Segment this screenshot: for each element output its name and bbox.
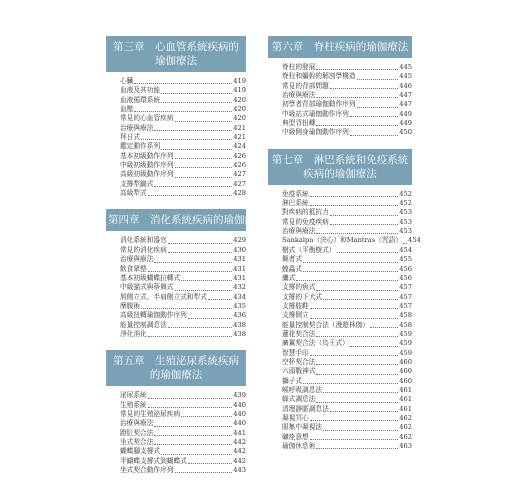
toc-entry [282, 433, 412, 442]
toc-entry [120, 410, 246, 419]
entry-title: 鷹式 [282, 273, 296, 282]
entry-page-number: 432 [233, 283, 246, 292]
dot-leader [175, 177, 233, 178]
entry-page-number: 420 [233, 114, 246, 123]
toc-section [106, 209, 266, 339]
entry-title: 高級扭轉瑜伽動作序列 [120, 311, 187, 320]
toc-entry [282, 110, 412, 119]
entry-page-number: 438 [233, 329, 246, 338]
toc-entry [282, 91, 412, 100]
entry-page-number: 452 [399, 189, 412, 198]
toc-entry [120, 246, 246, 255]
dot-leader [296, 280, 398, 281]
entry-title: 飲食眾整 [120, 264, 147, 273]
entry-page-number: 454 [399, 245, 412, 254]
toc-entry [282, 236, 421, 245]
dot-leader [154, 186, 232, 187]
right-column [268, 36, 421, 451]
toc-entry [282, 423, 412, 432]
entry-title: 治療與療法 [120, 123, 154, 132]
toc-entry [120, 236, 246, 245]
entry-title: 能量控制調息法 [120, 320, 167, 329]
dot-leader [310, 205, 398, 206]
toc-section [106, 36, 246, 198]
chapter-heading [106, 209, 266, 231]
entry-page-number: 441 [233, 428, 246, 437]
dot-leader [148, 271, 232, 272]
toc-entry [282, 339, 412, 348]
toc-entry [282, 395, 412, 404]
entry-page-number: 463 [399, 442, 412, 451]
entry-page-number: 449 [399, 109, 412, 118]
entry-page-number: 429 [233, 236, 246, 245]
entry-page-number: 421 [233, 123, 246, 132]
entry-title: 治療與療法 [120, 255, 154, 264]
toc-entry [282, 330, 412, 339]
entry-title: 坐式契合法 [120, 437, 154, 446]
toc-entry [120, 189, 246, 198]
toc-entry [120, 321, 246, 330]
entry-page-number: 421 [233, 133, 246, 142]
toc-entry [120, 105, 246, 114]
toc-entry [282, 321, 412, 330]
toc-entry [120, 124, 246, 133]
dot-leader [148, 407, 232, 408]
toc-entry [282, 63, 412, 72]
entry-page-number: 459 [399, 348, 412, 357]
toc-entry [120, 419, 246, 428]
dot-leader [350, 346, 398, 347]
entry-page-number: 428 [233, 189, 246, 198]
entry-title: 中級初級動作序列 [120, 161, 174, 170]
entry-page-number: 419 [233, 77, 246, 85]
toc-entry [282, 128, 412, 137]
entry-title: 治療與療法 [282, 227, 316, 236]
dot-leader [316, 374, 398, 375]
toc-entry [282, 302, 412, 311]
toc-entry [120, 265, 246, 274]
dot-leader [141, 308, 232, 309]
toc-entry [282, 358, 412, 367]
toc-entry [282, 283, 412, 292]
dot-leader [350, 135, 398, 136]
dot-leader [310, 355, 398, 356]
entry-page-number: 420 [233, 105, 246, 114]
entry-title: 屑側立式、半肩側立式和犁式 [120, 292, 207, 301]
toc-entry [282, 386, 412, 395]
entry-page-number: 445 [399, 63, 412, 71]
toc-entry [120, 96, 246, 105]
left-column [106, 36, 266, 475]
entry-page-number: 435 [233, 301, 246, 310]
dot-leader [188, 463, 232, 464]
dot-leader [148, 195, 232, 196]
dot-leader [168, 252, 232, 253]
entry-title: 血液循環系統 [120, 95, 161, 104]
toc-entry [120, 438, 246, 447]
entry-title: 治療與療法 [120, 419, 154, 428]
toc-entry [282, 414, 412, 423]
toc-entry [282, 246, 412, 255]
entry-title: 支撐的魚式 [282, 283, 316, 292]
dot-leader [330, 215, 398, 216]
chapter-heading [268, 149, 412, 185]
entry-page-number: 450 [399, 128, 412, 137]
entry-page-number: 426 [233, 161, 246, 170]
dot-leader [303, 262, 398, 263]
entry-page-number: 460 [399, 376, 412, 385]
dot-leader [175, 290, 233, 291]
entry-page-number: 436 [233, 311, 246, 320]
entry-page-number: 431 [233, 264, 246, 273]
dot-leader [357, 107, 399, 108]
entry-page-number: 457 [399, 292, 412, 301]
dot-leader [303, 271, 398, 272]
entry-page-number: 439 [233, 391, 246, 400]
entry-title: 坐式契合動作序列 [120, 466, 174, 474]
entry-page-number: 430 [233, 245, 246, 254]
entry-title: 脊柱的發展 [282, 63, 316, 71]
entry-page-number: 446 [399, 81, 412, 90]
entry-title: 廣翼契合法（烏王式） [282, 339, 349, 348]
entry-page-number: 454 [407, 236, 421, 245]
entry-title: 拜日式 [120, 133, 141, 142]
entry-title: 基本初級動作序列 [120, 151, 174, 160]
toc-entry-list [268, 189, 421, 452]
toc-entry [120, 330, 246, 339]
toc-entry [282, 367, 412, 376]
entry-page-number: 462 [399, 414, 412, 422]
dot-leader [175, 167, 233, 168]
entry-page-number: 440 [233, 419, 246, 428]
entry-title: 常見的背部問題 [282, 81, 329, 90]
dot-leader [175, 472, 233, 473]
toc-entry [282, 255, 412, 264]
toc-section [106, 350, 246, 475]
entry-title: 蓮花契合法 [282, 329, 316, 338]
entry-page-number: 440 [233, 409, 246, 418]
toc-entry [282, 218, 412, 227]
entry-page-number: 458 [399, 311, 412, 320]
entry-title: 支撐肢鞋 [282, 301, 309, 310]
toc-entry [282, 82, 412, 91]
entry-title: 泌尿系統 [120, 391, 147, 400]
chapter-heading [268, 36, 412, 58]
entry-title: 六頭戰神式 [282, 367, 316, 376]
dot-leader [181, 280, 232, 281]
entry-title: 血壓 [120, 105, 134, 114]
dot-leader [161, 102, 232, 103]
entry-page-number: 424 [233, 142, 246, 151]
entry-title: 舞者式 [282, 255, 303, 264]
dot-leader [148, 336, 232, 337]
entry-title: 凝視冥心 [282, 414, 309, 422]
dot-leader [161, 454, 232, 455]
dot-leader [316, 125, 398, 126]
toc-entry [282, 72, 412, 81]
chapter-heading-line: 第七章 淋巴系統和免疫系統 [271, 153, 409, 166]
entry-title: 蝗蟲式 [282, 264, 303, 273]
entry-page-number: 445 [399, 72, 412, 81]
toc-entry [120, 401, 246, 410]
entry-page-number: 457 [399, 283, 412, 292]
entry-title: 中級猫式與蒂舞式 [120, 283, 174, 292]
entry-title: 蝴蝶腳支撐式 [120, 447, 161, 456]
dot-leader [403, 243, 407, 244]
dot-leader [181, 416, 232, 417]
toc-section [268, 36, 412, 138]
toc-entry [282, 405, 412, 414]
entry-title: 治療與療法 [282, 91, 316, 100]
entry-title: 樹式（平衡樹式） [282, 245, 336, 254]
toc-entry [120, 77, 246, 86]
chapter-heading-line: 的瑜伽療法 [149, 369, 203, 382]
entry-page-number: 457 [399, 301, 412, 310]
entry-page-number: 459 [399, 339, 412, 348]
dot-leader [134, 83, 232, 84]
chapter-heading-line: 疾病的瑜伽療法 [303, 167, 377, 180]
entry-page-number: 427 [233, 179, 246, 188]
toc-entry [120, 274, 246, 283]
chapter-heading-line: 第五章 生殖泌尿系統疾病 [113, 355, 239, 368]
entry-title: 脊柱和軀幹的解剖學構造 [282, 72, 356, 81]
toc-entry-list [106, 77, 246, 198]
entry-title: 常見的免疫疾病 [282, 217, 329, 226]
dot-leader [154, 444, 232, 445]
entry-title: 鑑定動作系列 [120, 142, 161, 151]
entry-page-number: 453 [399, 227, 412, 236]
dot-leader [323, 430, 398, 431]
entry-title: 空杯契合法 [282, 357, 316, 366]
entry-title: 血液及其功能 [120, 86, 161, 95]
dot-leader [310, 308, 398, 309]
entry-page-number: 462 [399, 423, 412, 432]
entry-page-number: 443 [233, 466, 246, 474]
entry-title: 眼集中凝視法 [282, 423, 323, 432]
dot-leader [357, 79, 399, 80]
entry-page-number: 461 [399, 395, 412, 404]
dot-leader [370, 327, 398, 328]
dot-leader [310, 318, 398, 319]
dot-leader [350, 116, 398, 117]
dot-leader [310, 420, 398, 421]
entry-title: 摩腹術 [120, 301, 141, 310]
toc-entry [120, 311, 246, 320]
toc-entry [120, 429, 246, 438]
dot-leader [154, 262, 232, 263]
dot-leader [148, 398, 232, 399]
entry-title: 生殖系統 [120, 400, 147, 409]
dot-leader [316, 448, 398, 449]
entry-page-number: 452 [399, 199, 412, 208]
dot-leader [175, 121, 233, 122]
toc-entry [120, 457, 246, 466]
toc-section [268, 149, 421, 452]
chapter-heading-line: 瑜伽療法 [155, 55, 197, 67]
toc-entry [282, 265, 412, 274]
entry-page-number: 460 [399, 367, 412, 376]
entry-title: 獅子式 [282, 376, 303, 385]
dot-leader [154, 435, 232, 436]
entry-page-number: 449 [399, 119, 412, 128]
chapter-heading-line: 第三章 心血管系統疾病的 [113, 41, 239, 53]
dot-leader [337, 252, 399, 253]
dot-leader [168, 243, 232, 244]
entry-title: 基本初級蝴蝶拉轉式 [120, 273, 181, 282]
entry-page-number: 431 [233, 273, 246, 282]
dot-leader [316, 336, 398, 337]
entry-page-number: 442 [233, 437, 246, 446]
entry-page-number: 442 [233, 456, 246, 465]
dot-leader [134, 111, 232, 112]
dot-leader [316, 97, 398, 98]
entry-title: 蜂式調息法 [282, 395, 316, 404]
dot-leader [316, 364, 398, 365]
dot-leader [175, 158, 233, 159]
toc-entry [120, 114, 246, 123]
entry-title: Sankalpa（決心）和Mantras（咒語） [282, 236, 402, 245]
entry-title: 半蝴蝶支撐式到蝴蝶式 [120, 456, 187, 465]
entry-title: 喉呼吸調息法 [282, 385, 323, 394]
dot-leader [161, 149, 232, 150]
toc-entry [282, 208, 412, 217]
entry-page-number: 453 [399, 217, 412, 226]
entry-title: 消化系統和器官 [120, 236, 167, 245]
entry-page-number: 427 [233, 170, 246, 179]
dot-leader [154, 426, 232, 427]
entry-page-number: 447 [399, 100, 412, 109]
toc-entry [120, 466, 246, 475]
entry-title: 常見的心血管疾病 [120, 114, 174, 123]
entry-page-number: 419 [233, 86, 246, 95]
entry-page-number: 456 [399, 264, 412, 273]
entry-title: 智慧手印 [282, 348, 309, 357]
toc-entry [120, 255, 246, 264]
toc-entry-list [106, 391, 246, 475]
toc-entry [282, 377, 412, 386]
toc-entry [120, 86, 246, 95]
entry-title: 礦痊意想 [282, 432, 309, 441]
entry-title: 心臟 [120, 77, 134, 85]
entry-title: 對疾病的抵抗力 [282, 208, 329, 217]
dot-leader [330, 411, 398, 412]
entry-title: 支撐犁鋤式 [120, 179, 154, 188]
entry-title: 典型背扭轉 [282, 119, 316, 128]
entry-title: 清理靜脈調息法 [282, 404, 329, 413]
dot-leader [316, 69, 398, 70]
dot-leader [188, 318, 232, 319]
dot-leader [323, 299, 398, 300]
dot-leader [154, 130, 232, 131]
dot-leader [208, 299, 232, 300]
entry-title: 高級犁式 [120, 189, 147, 198]
toc-entry [120, 133, 246, 142]
dot-leader [168, 327, 232, 328]
dot-leader [316, 233, 398, 234]
entry-page-number: 453 [399, 208, 412, 217]
toc-entry [120, 302, 246, 311]
toc-entry [120, 180, 246, 189]
entry-title: 蹬肛契合法 [120, 428, 154, 437]
dot-leader [310, 439, 398, 440]
chapter-heading [106, 36, 246, 72]
entry-title: 淋巴系統 [282, 199, 309, 208]
entry-page-number: 420 [233, 95, 246, 104]
entry-page-number: 434 [233, 292, 246, 301]
entry-title: 能量控制契合法（漫遊林伽） [282, 320, 369, 329]
dot-leader [330, 88, 398, 89]
dot-leader [330, 224, 398, 225]
dot-leader [141, 139, 232, 140]
toc-entry-list [268, 63, 412, 138]
entry-page-number: 442 [233, 447, 246, 456]
entry-title: 常見的生殖泌尿疾病 [120, 409, 181, 418]
entry-title: 瑜伽休息術 [282, 442, 316, 451]
entry-page-number: 440 [233, 400, 246, 409]
toc-entry [120, 447, 246, 456]
toc-entry [282, 100, 412, 109]
toc-entry [120, 142, 246, 151]
entry-title: 支撐的下犬式 [282, 292, 323, 301]
dot-leader [161, 93, 232, 94]
dot-leader [323, 392, 398, 393]
entry-page-number: 447 [399, 91, 412, 100]
toc-entry [120, 293, 246, 302]
toc-entry [282, 293, 412, 302]
entry-title: 中級側身瑜伽動作序列 [282, 128, 349, 137]
entry-page-number: 438 [233, 320, 246, 329]
entry-title: 免疫系統 [282, 189, 309, 198]
entry-page-number: 426 [233, 151, 246, 160]
entry-title: 常見的消化疾病 [120, 245, 167, 254]
toc-entry [282, 274, 412, 283]
entry-page-number: 462 [399, 432, 412, 441]
entry-title: 初學者背部瑜伽動作序列 [282, 100, 356, 109]
toc-entry [120, 152, 246, 161]
toc-entry [282, 311, 412, 320]
entry-title: 中級站式瑜伽動作序列 [282, 109, 349, 118]
toc-entry [282, 119, 412, 128]
dot-leader [310, 196, 398, 197]
toc-entry-list [106, 236, 246, 339]
dot-leader [303, 383, 398, 384]
entry-page-number: 460 [399, 357, 412, 366]
toc-entry [120, 391, 246, 400]
chapter-heading [106, 350, 246, 386]
entry-page-number: 459 [399, 329, 412, 338]
dot-leader [316, 402, 398, 403]
toc-entry [120, 283, 246, 292]
chapter-heading-line: 第四章 消化系統疾病的瑜伽療法 [108, 214, 266, 227]
entry-page-number: 461 [399, 404, 412, 413]
chapter-heading-line: 第六章 脊柱疾病的瑜伽療法 [271, 41, 409, 53]
entry-page-number: 455 [399, 255, 412, 264]
entry-title: 高級初級動作序列 [120, 170, 174, 179]
entry-title: 支撐側立 [282, 311, 309, 320]
toc-entry [120, 170, 246, 179]
entry-page-number: 431 [233, 255, 246, 264]
entry-page-number: 456 [399, 273, 412, 282]
entry-page-number: 458 [399, 320, 412, 329]
toc-entry [282, 442, 412, 451]
entry-title: 淨化消化 [120, 329, 147, 338]
toc-entry [282, 349, 412, 358]
dot-leader [316, 290, 398, 291]
toc-entry [282, 190, 412, 199]
entry-page-number: 461 [399, 385, 412, 394]
